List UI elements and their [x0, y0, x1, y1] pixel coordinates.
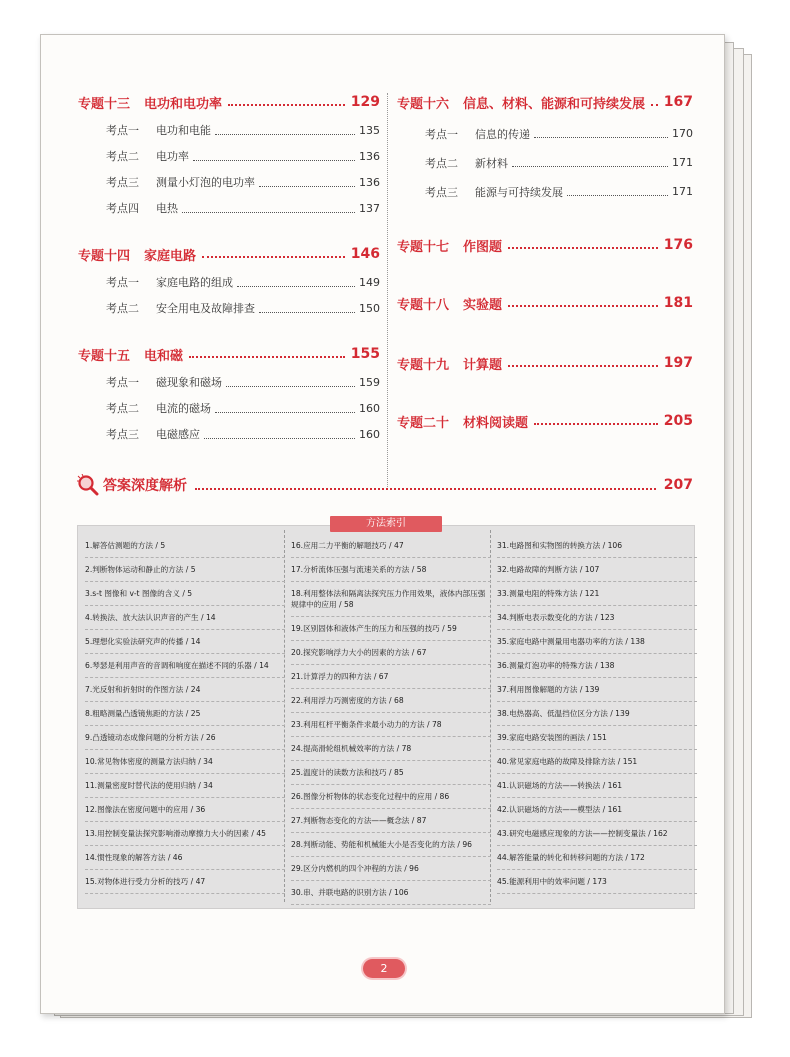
method-item[interactable]: 15.对物体进行受力分析的技巧 / 47	[85, 870, 285, 894]
magnifier-icon	[77, 474, 99, 496]
method-item[interactable]: 39.家庭电路安装图的画法 / 151	[497, 726, 697, 750]
method-item[interactable]: 3.s-t 图像和 v-t 图像的含义 / 5	[85, 582, 285, 606]
method-item[interactable]: 21.计算浮力的四种方法 / 67	[291, 665, 491, 689]
point-14-2[interactable]	[78, 295, 380, 321]
chapter-16[interactable]	[397, 91, 693, 113]
leader-dots	[226, 386, 355, 387]
point-number: 考点一	[106, 124, 139, 137]
page-number: 2	[363, 959, 405, 978]
point-number: 考点三	[106, 176, 139, 189]
point-number: 考点一	[106, 376, 139, 389]
point-number: 考点二	[425, 156, 458, 170]
method-item[interactable]: 17.分析流体压强与流速关系的方法 / 58	[291, 558, 491, 582]
chapter-number: 专题十九	[397, 357, 450, 373]
chapter-page: 155	[350, 346, 380, 362]
method-column-1	[85, 534, 285, 894]
chapter-17[interactable]	[397, 234, 693, 256]
chapter-number: 专题十七	[397, 239, 450, 255]
chapter-page: 197	[663, 355, 693, 371]
answers-section[interactable]	[77, 473, 693, 497]
method-item[interactable]: 26.图像分析物体的状态变化过程中的应用 / 86	[291, 785, 491, 809]
toc-right-column	[397, 91, 693, 432]
point-page: 159	[359, 375, 380, 389]
chapter-title: 计算题	[463, 357, 503, 373]
point-16-1[interactable]	[397, 119, 693, 148]
method-item[interactable]: 5.理想化实验法研究声的传播 / 14	[85, 630, 285, 654]
point-title: 电流的磁场	[156, 402, 211, 415]
point-page: 171	[672, 185, 693, 198]
answers-page: 207	[663, 477, 693, 493]
chapter-15[interactable]	[78, 343, 380, 365]
method-item[interactable]: 25.温度计的读数方法和技巧 / 85	[291, 761, 491, 785]
point-number: 考点三	[106, 428, 139, 441]
method-item[interactable]: 43.研究电磁感应现象的方法——控制变量法 / 162	[497, 822, 697, 846]
chapter-number: 专题十八	[397, 297, 450, 313]
method-item[interactable]: 23.利用杠杆平衡条件求最小动力的方法 / 78	[291, 713, 491, 737]
method-item[interactable]: 33.测量电阻的特殊方法 / 121	[497, 582, 697, 606]
point-page: 160	[359, 401, 380, 415]
chapter-title: 电功和电功率	[144, 96, 223, 112]
point-title: 磁现象和磁场	[156, 376, 222, 389]
point-page: 170	[672, 127, 693, 140]
point-number: 考点二	[106, 302, 139, 315]
point-15-3[interactable]	[78, 421, 380, 447]
point-page: 136	[359, 175, 380, 189]
method-item[interactable]: 9.凸透镜动态成像问题的分析方法 / 26	[85, 726, 285, 750]
book-page	[40, 34, 725, 1014]
method-column-3	[497, 534, 697, 894]
chapter-page: 167	[663, 94, 693, 110]
method-index-box	[77, 518, 695, 909]
answers-title: 答案深度解析	[103, 478, 187, 494]
point-page: 149	[359, 275, 380, 289]
method-item[interactable]: 22.利用浮力巧测密度的方法 / 68	[291, 689, 491, 713]
leader-dots	[195, 488, 656, 490]
chapter-title: 信息、材料、能源和可持续发展	[463, 96, 646, 112]
chapter-title: 材料阅读题	[463, 415, 529, 431]
point-13-2[interactable]	[78, 143, 380, 169]
method-item[interactable]: 30.串、并联电路的识别方法 / 106	[291, 881, 491, 905]
point-title: 测量小灯泡的电功率	[156, 176, 255, 189]
method-item[interactable]: 31.电路图和实物图的转换方法 / 106	[497, 534, 697, 558]
method-item[interactable]: 24.提高滑轮组机械效率的方法 / 78	[291, 737, 491, 761]
chapter-number: 专题二十	[397, 415, 450, 431]
leader-dots	[193, 160, 355, 161]
chapter-number: 专题十三	[78, 96, 131, 112]
point-page: 150	[359, 301, 380, 315]
method-item[interactable]: 37.利用图像解题的方法 / 139	[497, 678, 697, 702]
point-16-2[interactable]	[397, 148, 693, 177]
chapter-title: 家庭电路	[144, 248, 197, 264]
leader-dots	[202, 256, 345, 258]
method-item[interactable]: 12.图像法在密度问题中的应用 / 36	[85, 798, 285, 822]
method-index-title: 方法索引	[330, 516, 442, 532]
point-number: 考点四	[106, 202, 139, 215]
point-page: 137	[359, 201, 380, 215]
chapter-20[interactable]	[397, 410, 693, 432]
method-item[interactable]: 19.区别固体和液体产生的压力和压强的技巧 / 59	[291, 617, 491, 641]
method-item[interactable]: 36.测量灯泡功率的特殊方法 / 138	[497, 654, 697, 678]
chapter-title: 作图题	[463, 239, 503, 255]
chapter-page: 176	[663, 237, 693, 253]
column-divider	[387, 93, 388, 489]
point-title: 新材料	[475, 156, 508, 170]
leader-dots	[508, 365, 658, 367]
leader-dots	[567, 195, 668, 196]
method-item[interactable]: 13.用控制变量法探究影响滑动摩擦力大小的因素 / 45	[85, 822, 285, 846]
method-item[interactable]: 7.光反射和折射时的作图方法 / 24	[85, 678, 285, 702]
point-title: 信息的传递	[475, 127, 530, 141]
chapter-page: 181	[663, 295, 693, 311]
method-item[interactable]: 6.琴瑟是利用声音的音调和响度在描述不同的乐器 / 14	[85, 654, 285, 678]
chapter-number: 专题十四	[78, 248, 131, 264]
leader-dots	[508, 247, 658, 249]
leader-dots	[259, 312, 355, 313]
point-13-1[interactable]	[78, 117, 380, 143]
point-page: 171	[672, 156, 693, 169]
leader-dots	[512, 166, 668, 167]
chapter-page: 205	[663, 413, 693, 429]
method-item[interactable]: 32.电路故障的判断方法 / 107	[497, 558, 697, 582]
leader-dots	[215, 412, 355, 413]
point-title: 电磁感应	[156, 428, 200, 441]
chapter-14[interactable]	[78, 243, 380, 265]
method-item[interactable]: 2.判断物体运动和静止的方法 / 5	[85, 558, 285, 582]
method-column-2	[291, 534, 491, 905]
leader-dots	[508, 305, 658, 307]
chapter-19[interactable]	[397, 352, 693, 374]
point-page: 135	[359, 123, 380, 137]
point-16-3[interactable]	[397, 177, 693, 206]
method-item[interactable]: 10.常见物体密度的测量方法归纳 / 34	[85, 750, 285, 774]
point-title: 家庭电路的组成	[156, 276, 233, 289]
method-item[interactable]: 14.惯性现象的解答方法 / 46	[85, 846, 285, 870]
chapter-page: 129	[350, 94, 380, 110]
chapter-number: 专题十五	[78, 348, 131, 364]
leader-dots	[534, 423, 658, 425]
chapter-page: 146	[350, 246, 380, 262]
chapter-title: 电和磁	[144, 348, 184, 364]
leader-dots	[534, 137, 668, 138]
point-number: 考点一	[106, 276, 139, 289]
method-item[interactable]: 41.认识磁场的方法——转换法 / 161	[497, 774, 697, 798]
point-13-3[interactable]	[78, 169, 380, 195]
point-title: 电功率	[156, 150, 189, 163]
leader-dots	[651, 104, 658, 106]
method-item[interactable]: 34.判断电表示数变化的方法 / 123	[497, 606, 697, 630]
method-item[interactable]: 20.探究影响浮力大小的因素的方法 / 67	[291, 641, 491, 665]
point-15-1[interactable]	[78, 369, 380, 395]
leader-dots	[189, 356, 345, 358]
point-page: 160	[359, 427, 380, 441]
point-title: 安全用电及故障排查	[156, 302, 255, 315]
method-item[interactable]: 29.区分内燃机的四个冲程的方法 / 96	[291, 857, 491, 881]
method-item[interactable]: 27.判断物态变化的方法——概念法 / 87	[291, 809, 491, 833]
method-item[interactable]: 42.认识磁场的方法——模型法 / 161	[497, 798, 697, 822]
point-15-2[interactable]	[78, 395, 380, 421]
method-item[interactable]: 38.电热器高、低温挡位区分方法 / 139	[497, 702, 697, 726]
method-item[interactable]: 16.应用二力平衡的解题技巧 / 47	[291, 534, 491, 558]
leader-dots	[215, 134, 355, 135]
method-item[interactable]: 11.测量密度时替代法的使用归纳 / 34	[85, 774, 285, 798]
method-item[interactable]: 35.家庭电路中测量用电器功率的方法 / 138	[497, 630, 697, 654]
leader-dots	[237, 286, 355, 287]
point-number: 考点一	[425, 127, 458, 141]
chapter-13[interactable]	[78, 91, 380, 113]
method-item[interactable]: 45.能源利用中的效率问题 / 173	[497, 870, 697, 894]
method-item[interactable]: 44.解答能量的转化和转移问题的方法 / 172	[497, 846, 697, 870]
leader-dots	[204, 438, 355, 439]
point-title: 能源与可持续发展	[475, 185, 563, 199]
point-page: 136	[359, 149, 380, 163]
leader-dots	[182, 212, 355, 213]
point-13-4[interactable]	[78, 195, 380, 221]
method-item[interactable]: 40.常见家庭电路的故障及排除方法 / 151	[497, 750, 697, 774]
method-item[interactable]: 18.利用整体法和隔离法探究压力作用效果，液体内部压强规律中的应用 / 58	[291, 582, 491, 617]
method-item[interactable]: 8.粗略测量凸透镜焦距的方法 / 25	[85, 702, 285, 726]
point-number: 考点二	[106, 402, 139, 415]
chapter-title: 实验题	[463, 297, 503, 313]
point-number: 考点三	[425, 185, 458, 199]
chapter-number: 专题十六	[397, 96, 450, 112]
leader-dots	[259, 186, 355, 187]
point-number: 考点二	[106, 150, 139, 163]
method-item[interactable]: 1.解答估测题的方法 / 5	[85, 534, 285, 558]
leader-dots	[228, 104, 345, 106]
point-title: 电热	[156, 202, 178, 215]
method-item[interactable]: 28.判断动能、势能和机械能大小是否变化的方法 / 96	[291, 833, 491, 857]
toc-left-column	[78, 91, 380, 447]
method-item[interactable]: 4.转换法、放大法认识声音的产生 / 14	[85, 606, 285, 630]
point-14-1[interactable]	[78, 269, 380, 295]
chapter-18[interactable]	[397, 292, 693, 314]
point-title: 电功和电能	[156, 124, 211, 137]
